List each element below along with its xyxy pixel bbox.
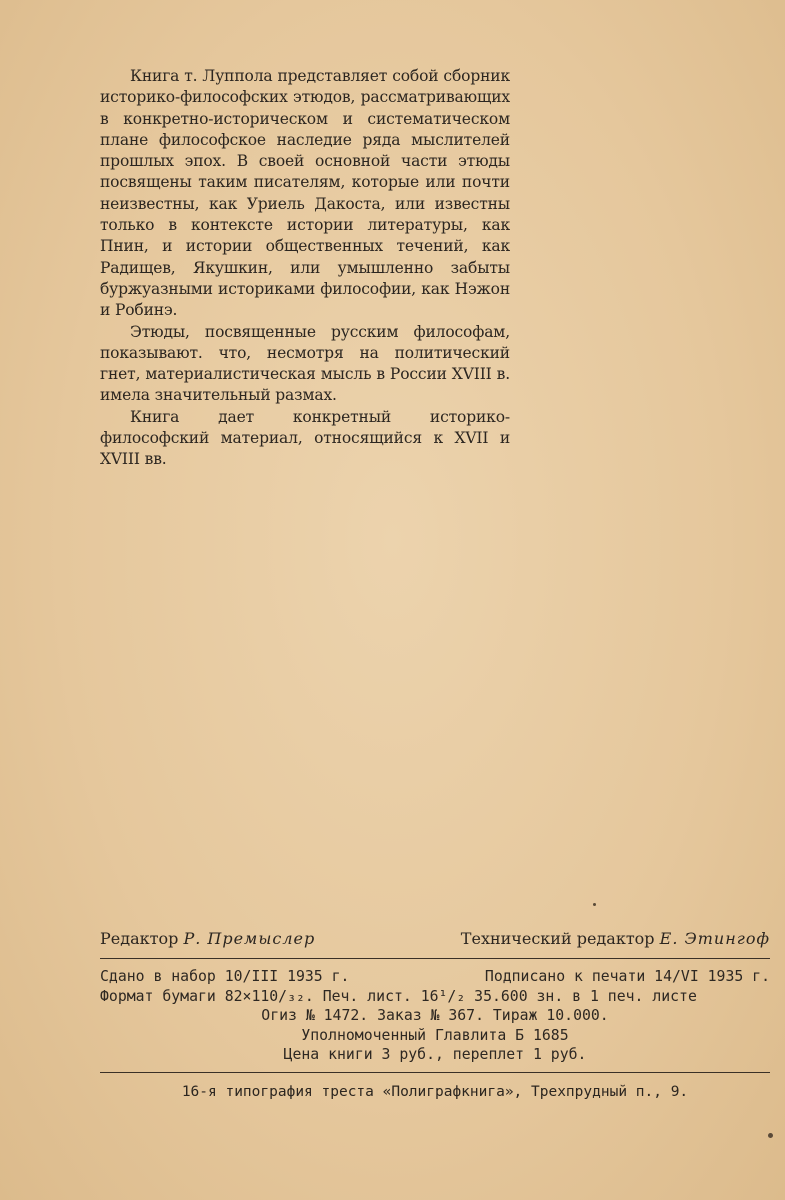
typeset-date: Сдано в набор 10/III 1935 г. <box>100 968 350 985</box>
imprint-dates <box>100 967 770 987</box>
abstract-paragraph-1: Книга т. Луппола представляет собой сборник историко-философских этюдов, рассматривающих в конкретно-историческом и систематическом плане философское наследие ряда мыслителей прошлых эпох. В своей основной части этюды посвящены таким писателям, которые или почти неизвестны, как Уриель Дакоста, или известны только в контексте истории литературы, как Пнин, и истории общественных течений, как Радищев, Якушкин, или умышленно забыты буржуазными историками философии, как Нэжон и Робинэ. <box>100 67 510 320</box>
glavlit-info: Уполномоченный Главлита Б 1685 <box>301 1026 569 1044</box>
abstract-paragraph-2: Этюды, посвященные русским философам, показывают. что, несмотря на политический гнет, материалистическая мысль в России XVIII в. имела значительный размах. <box>100 322 510 405</box>
imprint-block <box>100 967 770 1065</box>
paper-speck <box>768 1133 773 1138</box>
divider-rule <box>100 958 770 959</box>
tech-editor-credit <box>461 928 770 950</box>
order-info: Огиз № 1472. Заказ № 367. Тираж 10.000. <box>261 1007 609 1024</box>
printer-info: 16-я типография треста «Полиграфкнига», Трехпрудный п., 9. <box>181 1084 689 1100</box>
tech-editor-name: Е. Этингоф <box>659 929 770 948</box>
editor-name: Р. Премыслер <box>183 929 316 948</box>
book-abstract <box>100 66 510 471</box>
abstract-paragraph-3: Книга дает конкретный историко-философский материал, относящийся к XVII и XVIII вв. <box>100 407 510 469</box>
price-info: Цена книги 3 руб., переплет 1 руб. <box>283 1046 587 1063</box>
paper-speck <box>593 903 596 906</box>
editor-credit <box>100 928 315 950</box>
editor-label: Редактор <box>100 929 179 948</box>
tech-editor-label: Технический редактор <box>460 929 655 948</box>
signed-date: Подписано к печати 14/VI 1935 г. <box>484 968 770 985</box>
divider-rule <box>100 1072 770 1073</box>
paper-format: Формат бумаги 82×110/₃₂. Печ. лист. 16¹/₂ 35.600 зн. в 1 печ. листе <box>100 987 697 1005</box>
credits-line <box>100 928 770 950</box>
